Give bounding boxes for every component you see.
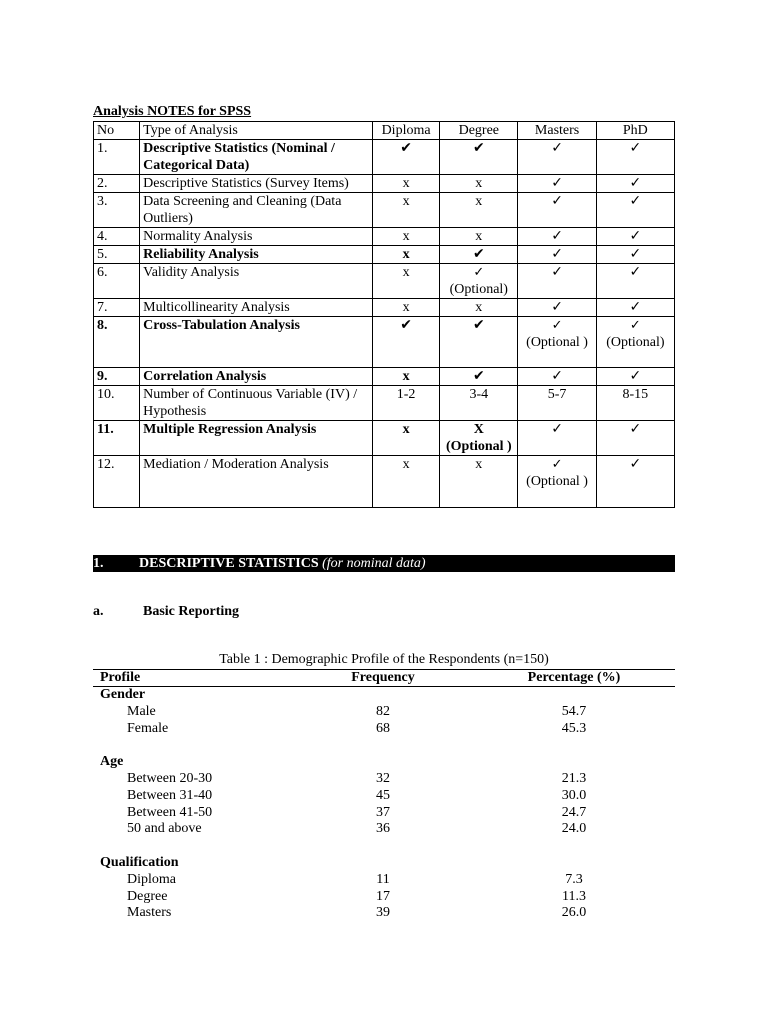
row-type: Multiple Regression Analysis — [140, 421, 373, 456]
row-no: 5. — [94, 246, 140, 264]
phd-check-icon: ✓ — [596, 193, 674, 228]
diploma-cell: x — [372, 456, 439, 508]
degree-mark: X — [473, 422, 484, 437]
phd-check-icon: ✓ — [596, 246, 674, 264]
profile-label: Diploma — [127, 871, 176, 887]
frequency-value: 82 — [376, 703, 390, 719]
profile-label: Between 20-30 — [127, 770, 213, 786]
row-no: 2. — [94, 175, 140, 193]
category-row — [93, 855, 675, 872]
phd-note: (Optional) — [606, 335, 665, 350]
masters-check-icon: ✓ — [518, 368, 596, 386]
masters-check-icon: ✓ — [518, 140, 596, 175]
row-no: 4. — [94, 228, 140, 246]
degree-check-icon: ✔ — [440, 140, 518, 175]
percentage-value: 30.0 — [561, 787, 587, 803]
degree-cell: x — [440, 228, 518, 246]
table-row — [93, 821, 675, 838]
masters-check-icon: ✓ — [518, 193, 596, 228]
row-type: Normality Analysis — [140, 228, 373, 246]
document-title: Analysis NOTES for SPSS — [93, 104, 252, 119]
analysis-header-row — [94, 122, 675, 140]
degree-cell: x — [440, 175, 518, 193]
header-phd: PhD — [596, 122, 674, 140]
row-no: 1. — [94, 140, 140, 175]
analysis-row — [94, 368, 675, 386]
phd-check-icon: ✓ — [596, 368, 674, 386]
degree-cell — [440, 264, 518, 299]
diploma-cell: x — [372, 264, 439, 299]
analysis-row — [94, 228, 675, 246]
analysis-row — [94, 317, 675, 368]
row-type: Correlation Analysis — [140, 368, 373, 386]
header-diploma: Diploma — [372, 122, 439, 140]
diploma-cell: x — [372, 421, 439, 456]
masters-check-icon: ✓ — [551, 457, 563, 472]
masters-check-icon: ✓ — [518, 228, 596, 246]
row-no: 9. — [94, 368, 140, 386]
spacer-row — [93, 838, 675, 855]
percentage-value: 21.3 — [561, 770, 587, 786]
percentage-value: 24.0 — [561, 821, 587, 837]
header-profile: Profile — [93, 670, 293, 687]
degree-check-icon: ✔ — [440, 317, 518, 368]
category-row — [93, 687, 675, 704]
masters-check-icon: ✓ — [518, 175, 596, 193]
table-row — [93, 905, 675, 922]
diploma-cell: x — [372, 175, 439, 193]
row-no: 11. — [94, 421, 140, 456]
diploma-check-icon: ✔ — [372, 317, 439, 368]
masters-check-icon: ✓ — [518, 421, 596, 456]
row-type: Validity Analysis — [140, 264, 373, 299]
phd-cell: 8-15 — [596, 386, 674, 421]
masters-check-icon: ✓ — [518, 299, 596, 317]
degree-check-icon: ✓ — [473, 265, 485, 280]
table-row — [93, 889, 675, 906]
percentage-value: 11.3 — [562, 888, 586, 904]
percentage-value: 26.0 — [561, 905, 587, 921]
phd-check-icon: ✓ — [596, 299, 674, 317]
diploma-check-icon: ✔ — [372, 140, 439, 175]
section-subtitle: (for nominal data) — [322, 556, 426, 571]
masters-cell — [518, 456, 596, 508]
frequency-value: 39 — [376, 905, 390, 921]
table-row — [93, 721, 675, 738]
phd-check-icon: ✓ — [596, 175, 674, 193]
analysis-row — [94, 386, 675, 421]
masters-check-icon: ✓ — [518, 264, 596, 299]
row-type: Descriptive Statistics (Survey Items) — [140, 175, 373, 193]
header-type: Type of Analysis — [140, 122, 373, 140]
masters-check-icon: ✓ — [551, 318, 563, 333]
row-no: 10. — [94, 386, 140, 421]
row-type: Descriptive Statistics (Nominal / Categorical Data) — [140, 140, 373, 175]
diploma-cell: x — [372, 368, 439, 386]
analysis-row — [94, 246, 675, 264]
profile-label: 50 and above — [127, 821, 202, 837]
demographic-header-row — [93, 670, 675, 687]
phd-check-icon: ✓ — [596, 456, 674, 508]
row-type: Mediation / Moderation Analysis — [140, 456, 373, 508]
profile-label: Between 41-50 — [127, 804, 213, 820]
analysis-row — [94, 193, 675, 228]
header-degree: Degree — [440, 122, 518, 140]
analysis-row — [94, 175, 675, 193]
spacer-cell — [93, 737, 675, 754]
frequency-value: 68 — [376, 720, 390, 736]
analysis-row — [94, 264, 675, 299]
diploma-cell: x — [372, 299, 439, 317]
spacer-cell — [93, 838, 675, 855]
analysis-matrix-table — [93, 121, 675, 508]
degree-check-icon: ✔ — [440, 368, 518, 386]
degree-cell: 3-4 — [440, 386, 518, 421]
analysis-row — [94, 140, 675, 175]
frequency-value: 32 — [376, 770, 390, 786]
phd-check-icon: ✓ — [596, 264, 674, 299]
frequency-value: 45 — [376, 787, 390, 803]
row-no: 8. — [94, 317, 140, 368]
row-type: Multicollinearity Analysis — [140, 299, 373, 317]
table-row — [93, 805, 675, 822]
header-percentage: Percentage (%) — [473, 670, 675, 687]
masters-check-icon: ✓ — [518, 246, 596, 264]
table-row — [93, 704, 675, 721]
percentage-value: 24.7 — [561, 804, 587, 820]
percentage-value: 7.3 — [565, 871, 583, 887]
row-no: 3. — [94, 193, 140, 228]
subsection-title: Basic Reporting — [143, 604, 240, 619]
phd-check-icon: ✓ — [596, 228, 674, 246]
row-no: 12. — [94, 456, 140, 508]
masters-cell — [518, 317, 596, 368]
degree-cell: x — [440, 193, 518, 228]
analysis-row — [94, 456, 675, 508]
category-label: Gender — [100, 687, 146, 702]
table1-caption: Table 1 : Demographic Profile of the Respondents (n=150) — [219, 652, 549, 667]
degree-cell: x — [440, 456, 518, 508]
row-no: 6. — [94, 264, 140, 299]
row-type: Number of Continuous Variable (IV) / Hypothesis — [140, 386, 373, 421]
percentage-value: 45.3 — [561, 720, 587, 736]
table-row — [93, 788, 675, 805]
row-type: Cross-Tabulation Analysis — [140, 317, 373, 368]
profile-label: Between 31-40 — [127, 787, 213, 803]
spacer-row — [93, 737, 675, 754]
row-no: 7. — [94, 299, 140, 317]
degree-note: (Optional ) — [445, 439, 512, 454]
category-label: Age — [100, 754, 124, 770]
masters-cell: 5-7 — [518, 386, 596, 421]
header-no: No — [94, 122, 140, 140]
category-row — [93, 754, 675, 771]
profile-label: Degree — [127, 888, 168, 904]
diploma-cell: x — [372, 228, 439, 246]
masters-note: (Optional ) — [526, 474, 588, 489]
degree-check-icon: ✔ — [440, 246, 518, 264]
section-heading-bar — [93, 555, 675, 572]
header-frequency: Frequency — [293, 670, 473, 687]
masters-note: (Optional ) — [526, 335, 588, 350]
row-type: Data Screening and Cleaning (Data Outliers) — [140, 193, 373, 228]
table-row — [93, 872, 675, 889]
profile-label: Male — [127, 703, 156, 719]
section-title: DESCRIPTIVE STATISTICS — [139, 556, 319, 571]
header-masters: Masters — [518, 122, 596, 140]
degree-note: (Optional) — [449, 282, 508, 297]
diploma-cell: x — [372, 246, 439, 264]
percentage-value: 54.7 — [561, 703, 587, 719]
category-label: Qualification — [100, 854, 179, 870]
row-type: Reliability Analysis — [140, 246, 373, 264]
analysis-row — [94, 421, 675, 456]
phd-cell — [596, 317, 674, 368]
section-title-wrap — [139, 555, 426, 572]
frequency-value: 37 — [376, 804, 390, 820]
degree-cell — [440, 421, 518, 456]
section-number: 1. — [93, 556, 104, 571]
demographic-table — [93, 669, 675, 922]
frequency-value: 36 — [376, 821, 390, 837]
phd-check-icon: ✓ — [629, 318, 641, 333]
degree-cell: x — [440, 299, 518, 317]
frequency-value: 17 — [376, 888, 390, 904]
phd-check-icon: ✓ — [596, 140, 674, 175]
profile-label: Female — [127, 720, 169, 736]
diploma-cell: x — [372, 193, 439, 228]
analysis-row — [94, 299, 675, 317]
phd-check-icon: ✓ — [596, 421, 674, 456]
subsection-letter: a. — [93, 604, 104, 619]
table-row — [93, 771, 675, 788]
profile-label: Masters — [127, 905, 172, 921]
frequency-value: 11 — [376, 871, 390, 887]
diploma-cell: 1-2 — [372, 386, 439, 421]
